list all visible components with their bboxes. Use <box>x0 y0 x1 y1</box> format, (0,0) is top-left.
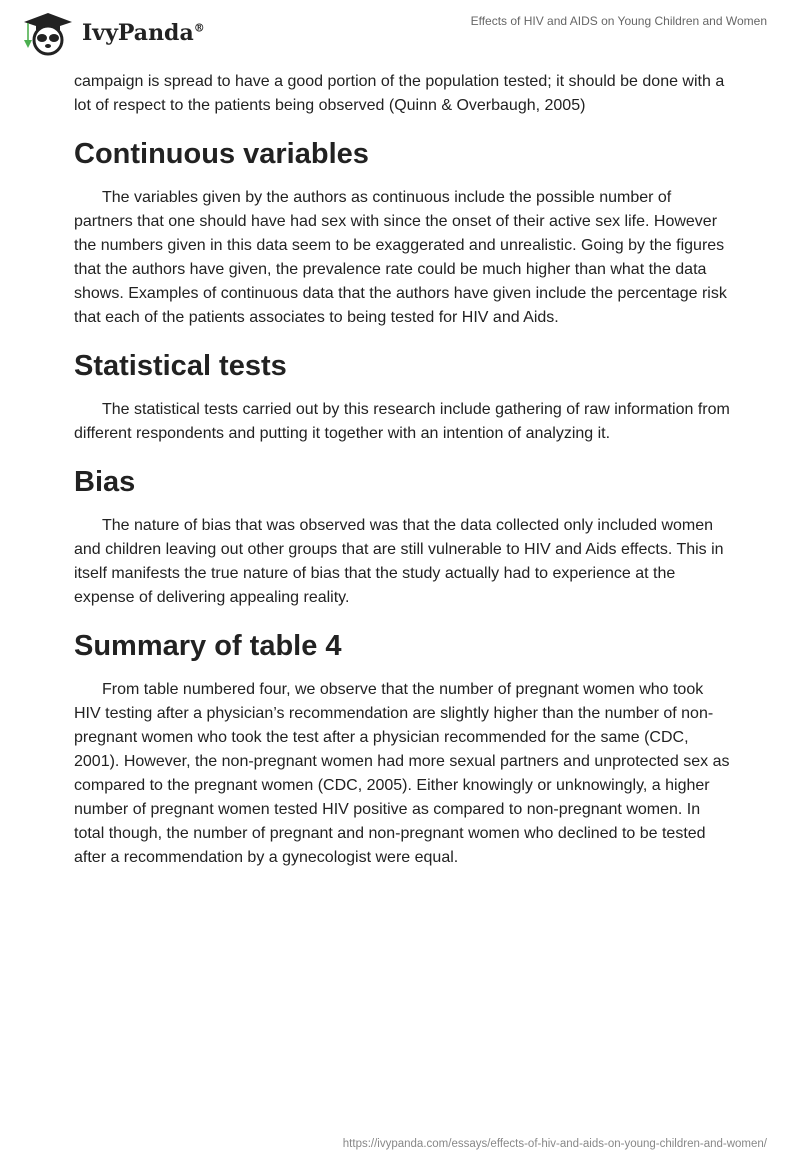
source-url[interactable]: https://ivypanda.com/essays/effects-of-hiv-and-aids-on-young-children-and-women/ <box>342 1138 767 1150</box>
panda-logo-icon <box>20 10 76 56</box>
document-title: Effects of HIV and AIDS on Young Children and Women <box>470 14 767 28</box>
section-heading: Summary of table 4 <box>74 630 342 662</box>
section-paragraph: The nature of bias that was observed was that the data collected only included women and children leaving out other groups that are still vulnerable to HIV and Aids effects. This in itself manifests the true nature of bias that the study actually had to experience at the expense of delivering appealing reality. <box>74 517 724 606</box>
section-paragraph: The statistical tests carried out by this research include gathering of raw information from different respondents and putting it together with an intention of analyzing it. <box>74 401 730 442</box>
section-paragraph: From table numbered four, we observe that the number of pregnant women who took HIV testing after a physician’s recommendation are slightly higher than the number of non-pregnant women who took the test after a physician recommended for the same (CDC, 2001). However, the non-pregnant women had more sexual partners and unprotected sex as compared to the pregnant women (CDC, 2005). Either knowingly or unknowingly, a higher number of pregnant women tested HIV positive as compared to non-pregnant women. In total though, the number of pregnant and non-pregnant women who declined to be tested after a recommendation by a gynecologist were equal. <box>74 681 730 866</box>
section-heading: Bias <box>74 466 136 498</box>
essay-content <box>74 70 734 870</box>
intro-paragraph: campaign is spread to have a good portion of the population tested; it should be done with a lot of respect to the patients being observed (Quinn & Overbaugh, 2005) <box>74 73 725 114</box>
section-heading: Statistical tests <box>74 350 287 382</box>
section-paragraph: The variables given by the authors as continuous include the possible number of partners that one should have had sex with since the onset of their active sex life. However the numbers given in this data seem to be exaggerated and unrealistic. Going by the figures that the authors have given, the prevalence rate could be much higher than what the data shows. Examples of continuous data that the authors have given include the percentage risk that each of the patients associates to being tested for HIV and Aids. <box>74 189 727 326</box>
brand-logo[interactable] <box>20 10 205 56</box>
brand-name: IvyPanda® <box>82 20 205 46</box>
section-heading: Continuous variables <box>74 138 369 170</box>
